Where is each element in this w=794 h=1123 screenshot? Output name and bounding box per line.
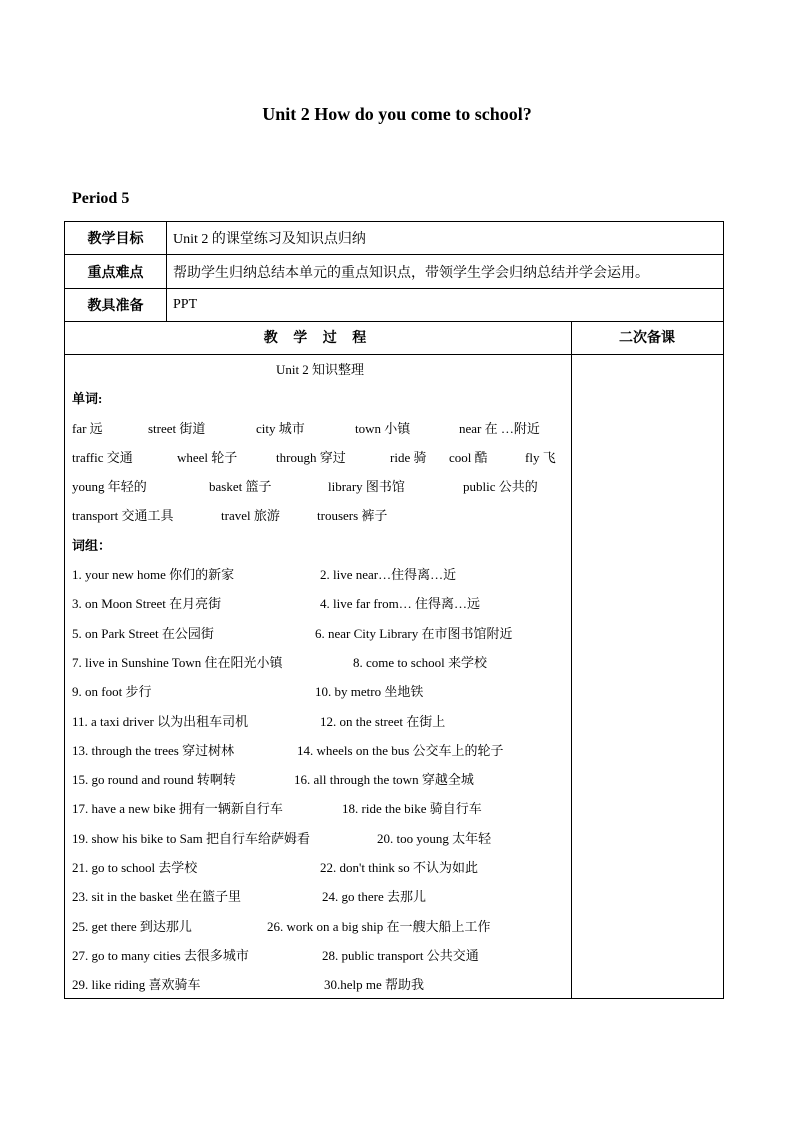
info-label: 教学目标 [65, 222, 167, 254]
phrase-item: 9. on foot 步行 [72, 684, 152, 700]
phrase-item: 3. on Moon Street 在月亮街 [72, 596, 222, 612]
phrase-item: 10. by metro 坐地铁 [315, 684, 424, 700]
process-content [72, 355, 568, 1000]
info-label: 重点难点 [65, 255, 167, 288]
info-value: PPT [173, 297, 198, 312]
info-value: 帮助学生归纳总结本单元的重点知识点，带领学生学会归纳总结并学会运用。 [173, 265, 649, 281]
phrase-line [72, 882, 568, 911]
phrase-item: 12. on the street 在街上 [320, 713, 446, 729]
phrase-item: 23. sit in the basket 坐在篮子里 [72, 889, 241, 905]
phrase-line [72, 707, 568, 736]
word-item: wheel 轮子 [177, 449, 238, 465]
process-header-row [65, 322, 723, 355]
word-item: basket 篮子 [209, 479, 272, 495]
word-item: young 年轻的 [72, 479, 147, 495]
phrase-item: 22. don't think so 不认为如此 [320, 860, 478, 876]
word-item: fly 飞 [525, 449, 556, 465]
document-title: Unit 2 How do you come to school? [262, 104, 532, 124]
phrase-item: 15. go round and round 转啊转 [72, 772, 236, 788]
phrase-item: 4. live far from… 住得离…远 [320, 596, 480, 612]
word-item: street 街道 [148, 420, 206, 436]
phrase-item: 21. go to school 去学校 [72, 860, 198, 876]
phrase-item: 30.help me 帮助我 [324, 977, 425, 993]
phrase-item: 2. live near…住得离…近 [320, 567, 457, 583]
phrase-line [72, 589, 568, 618]
info-row-goal [65, 222, 723, 255]
period-label: Period 5 [72, 190, 130, 207]
word-line [72, 414, 568, 443]
phrase-line [72, 941, 568, 970]
word-line [72, 472, 568, 501]
word-item: travel 旅游 [221, 508, 280, 524]
word-item: through 穿过 [276, 449, 346, 465]
phrase-item: 19. show his bike to Sam 把自行车给萨姆看 [72, 830, 310, 846]
word-item: city 城市 [256, 420, 305, 436]
word-item: ride 骑 [390, 449, 427, 465]
word-item: far 远 [72, 420, 103, 436]
phrase-item: 11. a taxi driver 以为出租车司机 [72, 713, 249, 729]
phrase-line [72, 677, 568, 706]
info-row-materials [65, 289, 723, 322]
word-item: cool 酷 [449, 449, 488, 465]
phrases-heading: 词组： [72, 537, 112, 553]
info-label: 教具准备 [65, 289, 167, 321]
word-item: library 图书馆 [328, 479, 405, 495]
phrase-item: 27. go to many cities 去很多城市 [72, 947, 249, 963]
phrase-item: 5. on Park Street 在公园街 [72, 625, 214, 641]
phrase-item: 7. live in Sunshine Town 住在阳光小镇 [72, 654, 283, 670]
phrase-item: 28. public transport 公共交通 [322, 947, 479, 963]
word-item: transport 交通工具 [72, 508, 174, 524]
word-item: near 在 …附近 [459, 420, 540, 436]
phrase-item: 16. all through the town 穿越全城 [294, 772, 474, 788]
phrase-item: 1. your new home 你们的新家 [72, 567, 235, 583]
word-line [72, 443, 568, 472]
lesson-plan-table [64, 221, 724, 999]
phrase-item: 20. too young 太年轻 [377, 830, 492, 846]
phrase-line [72, 970, 568, 999]
word-item: trousers 裤子 [317, 508, 388, 524]
phrase-item: 26. work on a big ship 在一艘大船上工作 [267, 918, 491, 934]
process-header: 教 学 过 程 [263, 331, 373, 346]
phrase-item: 14. wheels on the bus 公交车上的轮子 [297, 742, 504, 758]
phrase-line [72, 560, 568, 589]
word-item: town 小镇 [355, 420, 411, 436]
word-line [72, 501, 568, 530]
phrase-line [72, 765, 568, 794]
info-row-keypoints [65, 255, 723, 289]
words-heading: 单词: [72, 391, 103, 407]
phrase-line [72, 794, 568, 823]
column-divider [571, 322, 572, 999]
phrase-item: 18. ride the bike 骑自行车 [342, 801, 482, 817]
phrase-item: 8. come to school 来学校 [353, 654, 487, 670]
phrase-line [72, 619, 568, 648]
phrase-item: 29. like riding 喜欢骑车 [72, 977, 201, 993]
word-item: traffic 交通 [72, 449, 133, 465]
info-value: Unit 2 的课堂练习及知识点归纳 [173, 232, 366, 247]
phrase-item: 24. go there 去那儿 [322, 889, 426, 905]
phrase-line [72, 853, 568, 882]
word-item: public 公共的 [463, 479, 538, 495]
notes-header: 二次备课 [619, 331, 675, 346]
phrase-line [72, 736, 568, 765]
phrase-item: 25. get there 到达那儿 [72, 918, 192, 934]
phrase-line [72, 648, 568, 677]
phrase-line [72, 912, 568, 941]
phrase-item: 6. near City Library 在市图书馆附近 [315, 625, 513, 641]
phrase-line [72, 824, 568, 853]
section-title: Unit 2 知识整理 [275, 362, 365, 377]
phrase-item: 13. through the trees 穿过树林 [72, 742, 235, 758]
phrase-item: 17. have a new bike 拥有一辆新自行车 [72, 801, 283, 817]
